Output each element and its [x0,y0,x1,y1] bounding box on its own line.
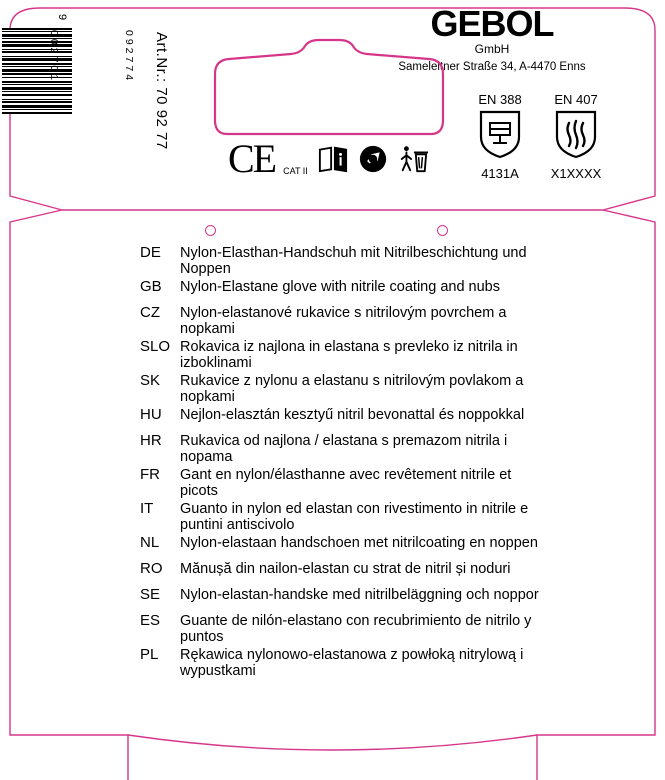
language-description-list [140,245,540,681]
do-not-litter-icon [398,144,428,174]
language-code: CZ [140,304,160,321]
barcode-block [48,10,190,190]
norm-en388 [458,92,542,181]
language-text: Nylon-Elastane glove with nitrile coating and nubs [180,279,500,295]
language-text: Rukavica od najlona / elastana s premazom nitrila i nopama [180,433,508,465]
language-text: Rokavica iz najlona in elastana s prevleko iz nitrila in izboklinami [180,339,518,371]
language-text: Nylon-Elasthan-Handschuh mit Nitrilbeschichtung und Noppen [180,245,527,277]
language-row [140,587,540,603]
pictogram-row [228,138,428,180]
norm-en388-code: 4131A [481,166,519,181]
language-text: Mănușă din nailon-elastan cu strat de nitril și noduri [180,561,511,577]
language-row [140,245,540,277]
barcode-leading-digit: 9 [56,14,68,21]
language-code: DE [140,244,161,261]
norm-en407 [534,92,618,181]
brand-name: GEBOL [430,3,554,44]
book-info-icon [318,144,348,174]
ce-mark: CE [228,136,276,181]
hang-tag-silhouette [213,38,445,136]
barcode-digits-left: 002701 [48,30,60,84]
language-text: Guante de nilón-elastano con recubrimiento de nitrilo y puntos [180,613,532,645]
language-row [140,339,540,371]
language-text: Gant en nylon/élasthanne avec revêtement nitrile et picots [180,467,512,499]
article-number: Art.Nr.: 70 92 77 [153,32,170,150]
language-row [140,535,540,551]
language-row [140,407,540,423]
category-label: CAT II [283,166,308,176]
barcode-digits-right: 092774 [123,30,135,84]
norm-en407-title: EN 407 [554,92,598,107]
language-code: SK [140,372,161,389]
norm-en407-code: X1XXXX [550,166,602,181]
language-code: HR [140,432,162,449]
language-code: PL [140,646,159,663]
mechanical-hazard-shield-icon [478,109,522,159]
language-code: IT [140,500,154,517]
language-code: ES [140,612,161,629]
brand-legal-form: GmbH [474,42,510,56]
language-row [140,647,540,679]
language-code: NL [140,534,160,551]
brand-address: Sameleitner Straße 34, A-4470 Enns [398,61,586,74]
language-row [140,305,540,337]
language-text: Rękawica nylonowo-elastanowa z powłoką nitrylową i wypustkami [180,647,524,679]
language-row [140,279,540,295]
language-row [140,373,540,405]
language-text: Nylon-elastanové rukavice s nitrilovým povrchem a nopkami [180,305,507,337]
recycle-icon [358,144,388,174]
punch-hole-left [205,225,216,236]
language-text: Rukavice z nylonu a elastanu s nitrilovým povlakom a nopkami [180,373,524,405]
language-text: Nylon-elastan-handske med nitrilbeläggning och noppor [180,587,539,603]
language-row [140,433,540,465]
language-code: FR [140,466,160,483]
language-text: Guanto in nylon ed elastan con rivestimento in nitrile e puntini antiscivolo [180,501,529,533]
language-row [140,501,540,533]
barcode-bars [2,28,72,148]
language-code: RO [140,560,163,577]
language-text: Nylon-elastaan handschoen met nitrilcoating en noppen [180,535,538,551]
heat-flame-shield-icon [554,109,598,159]
language-code: GB [140,278,162,295]
punch-hole-right [437,225,448,236]
language-code: HU [140,406,162,423]
norm-en388-title: EN 388 [478,92,522,107]
language-row [140,561,540,577]
language-code: SLO [140,338,171,355]
language-code: SE [140,586,161,603]
language-row [140,613,540,645]
language-text: Nejlon-elasztán kesztyű nitril bevonattal és noppokkal [180,407,525,423]
language-row [140,467,540,499]
